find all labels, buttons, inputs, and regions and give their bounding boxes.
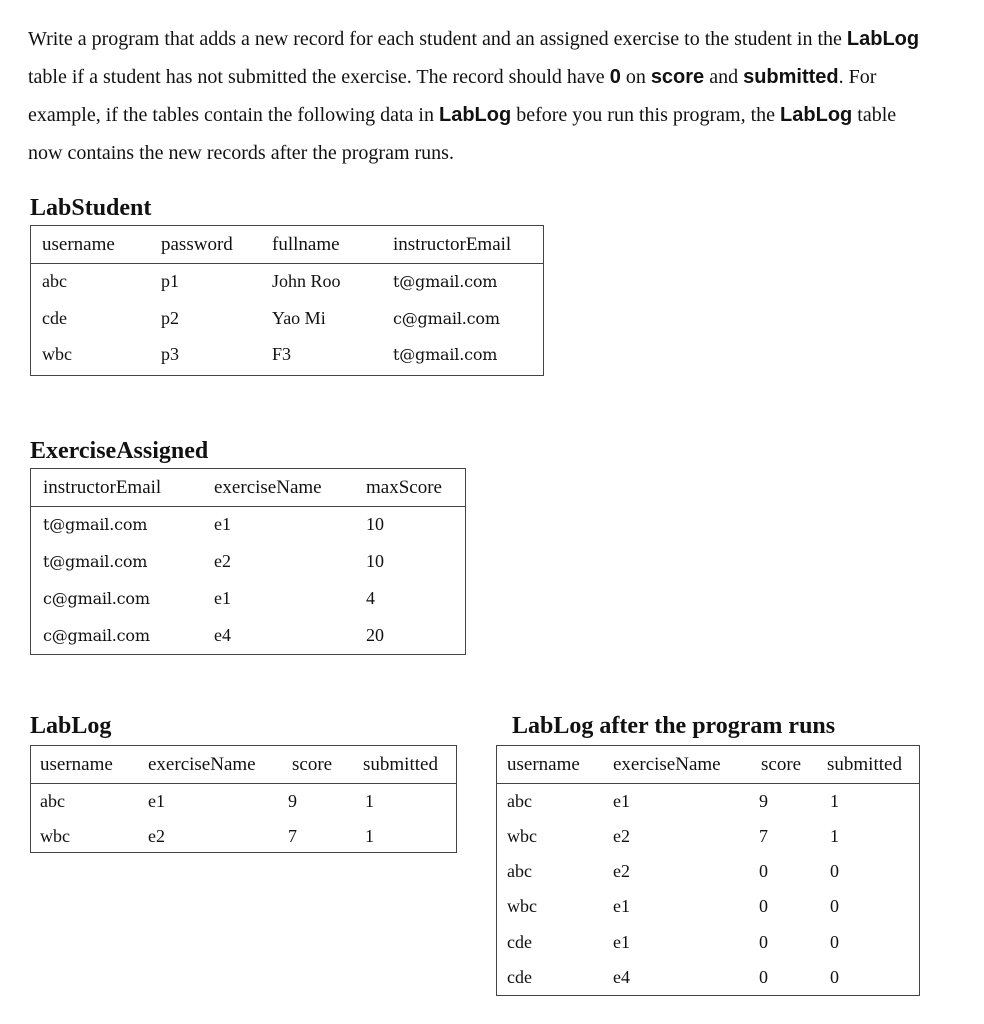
table-cell: cde [507,932,532,952]
table-cell: abc [42,271,67,291]
table-row [497,888,919,925]
column-header: username [42,234,115,255]
column-header: exerciseName [214,477,322,498]
table-cell: 0 [759,896,768,916]
table-cell: 0 [830,932,839,952]
table-name-lablog: LabLog [846,28,920,50]
table-row [31,617,465,654]
table-cell: 7 [759,826,768,846]
table-cell: e2 [214,551,231,571]
table-cell: p1 [161,271,179,291]
table-header-row [31,226,543,264]
table-cell: e1 [613,932,630,952]
column-header: score [292,754,333,775]
table-cell: t@gmail.com [43,515,148,534]
lab-log-table [30,745,457,853]
table-row [31,818,456,855]
intro-text-5: . For example, if the tables contain the following data in [28,66,877,126]
field-submitted: submitted [743,66,839,88]
field-score: score [650,66,705,88]
table-name-lablog: LabLog [439,104,512,126]
column-header: submitted [827,754,902,775]
column-header: instructorEmail [393,234,512,255]
table-cell: e1 [214,514,231,534]
table-row [31,783,456,820]
table-row [31,580,465,617]
lab-log-title: LabLog [30,713,112,739]
table-cell: 1 [830,826,839,846]
table-cell: wbc [42,344,72,364]
table-row [497,924,919,961]
table-cell: e2 [148,826,165,846]
table-cell: Yao Mi [272,308,326,328]
table-row [31,506,465,543]
table-cell: c@gmail.com [393,309,500,328]
table-cell: 1 [365,791,374,811]
column-header: submitted [363,754,438,775]
table-cell: F3 [272,344,292,364]
lab-student-title: LabStudent [30,195,152,221]
table-cell: e1 [613,896,630,916]
table-row [497,959,919,996]
exercise-assigned-title: ExerciseAssigned [30,438,209,464]
table-cell: John Roo [272,271,341,291]
column-header: exerciseName [148,754,256,775]
table-cell: t@gmail.com [393,345,498,364]
zero-value: 0 [609,66,621,88]
lab-log-after-table [496,745,920,996]
table-row [31,543,465,580]
column-header: fullname [272,234,340,255]
table-cell: 9 [759,791,768,811]
column-header: password [161,234,233,255]
intro-text-3: on [620,66,651,88]
table-cell: cde [42,308,67,328]
table-cell: t@gmail.com [393,272,498,291]
table-cell: 4 [366,588,375,608]
table-cell: 1 [830,791,839,811]
table-row [497,783,919,820]
table-cell: e2 [613,861,630,881]
table-cell: 10 [366,551,384,571]
column-header: username [507,754,580,775]
table-cell: c@gmail.com [43,626,150,645]
table-cell: p3 [161,344,179,364]
table-cell: e4 [613,967,630,987]
table-cell: 0 [759,861,768,881]
table-cell: abc [507,791,532,811]
column-header: instructorEmail [43,477,162,498]
column-header: exerciseName [613,754,721,775]
table-name-lablog: LabLog [780,104,853,126]
column-header: score [761,754,802,775]
table-cell: wbc [507,896,537,916]
table-cell: cde [507,967,532,987]
table-cell: e1 [148,791,165,811]
table-row [31,263,543,300]
column-header: maxScore [366,477,442,498]
table-cell: 10 [366,514,384,534]
table-cell: 7 [288,826,297,846]
table-cell: wbc [507,826,537,846]
table-header-row [497,746,919,784]
table-cell: e1 [613,791,630,811]
intro-text-1: Write a program that adds a new record for each student and an assigned exercise to the student in the [28,28,847,50]
table-cell: e2 [613,826,630,846]
lab-log-after-title: LabLog after the program runs [512,713,836,739]
table-cell: 9 [288,791,297,811]
table-cell: 0 [830,967,839,987]
table-row [497,853,919,890]
table-cell: t@gmail.com [43,552,148,571]
table-row [31,336,543,373]
table-cell: 1 [365,826,374,846]
table-cell: p2 [161,308,179,328]
table-cell: abc [507,861,532,881]
table-cell: 0 [830,861,839,881]
table-row [497,818,919,855]
intro-text-6: before you run this program, the [511,104,781,126]
table-cell: e4 [214,625,231,645]
instructions-paragraph [28,20,928,172]
intro-text-2: table if a student has not submitted the exercise. The record should have [28,66,610,88]
table-cell: e1 [214,588,231,608]
table-cell: 0 [759,967,768,987]
intro-text-7: table now contains the new records after the program runs. [28,104,897,164]
table-cell: c@gmail.com [43,589,150,608]
intro-text-4: and [704,66,744,88]
table-cell: 0 [759,932,768,952]
lab-student-table [30,225,544,376]
table-cell: 20 [366,625,384,645]
column-header: username [40,754,113,775]
exercise-assigned-table [30,468,466,655]
table-header-row [31,746,456,784]
table-cell: 0 [830,896,839,916]
table-cell: wbc [40,826,70,846]
table-row [31,300,543,337]
table-cell: abc [40,791,65,811]
table-header-row [31,469,465,507]
